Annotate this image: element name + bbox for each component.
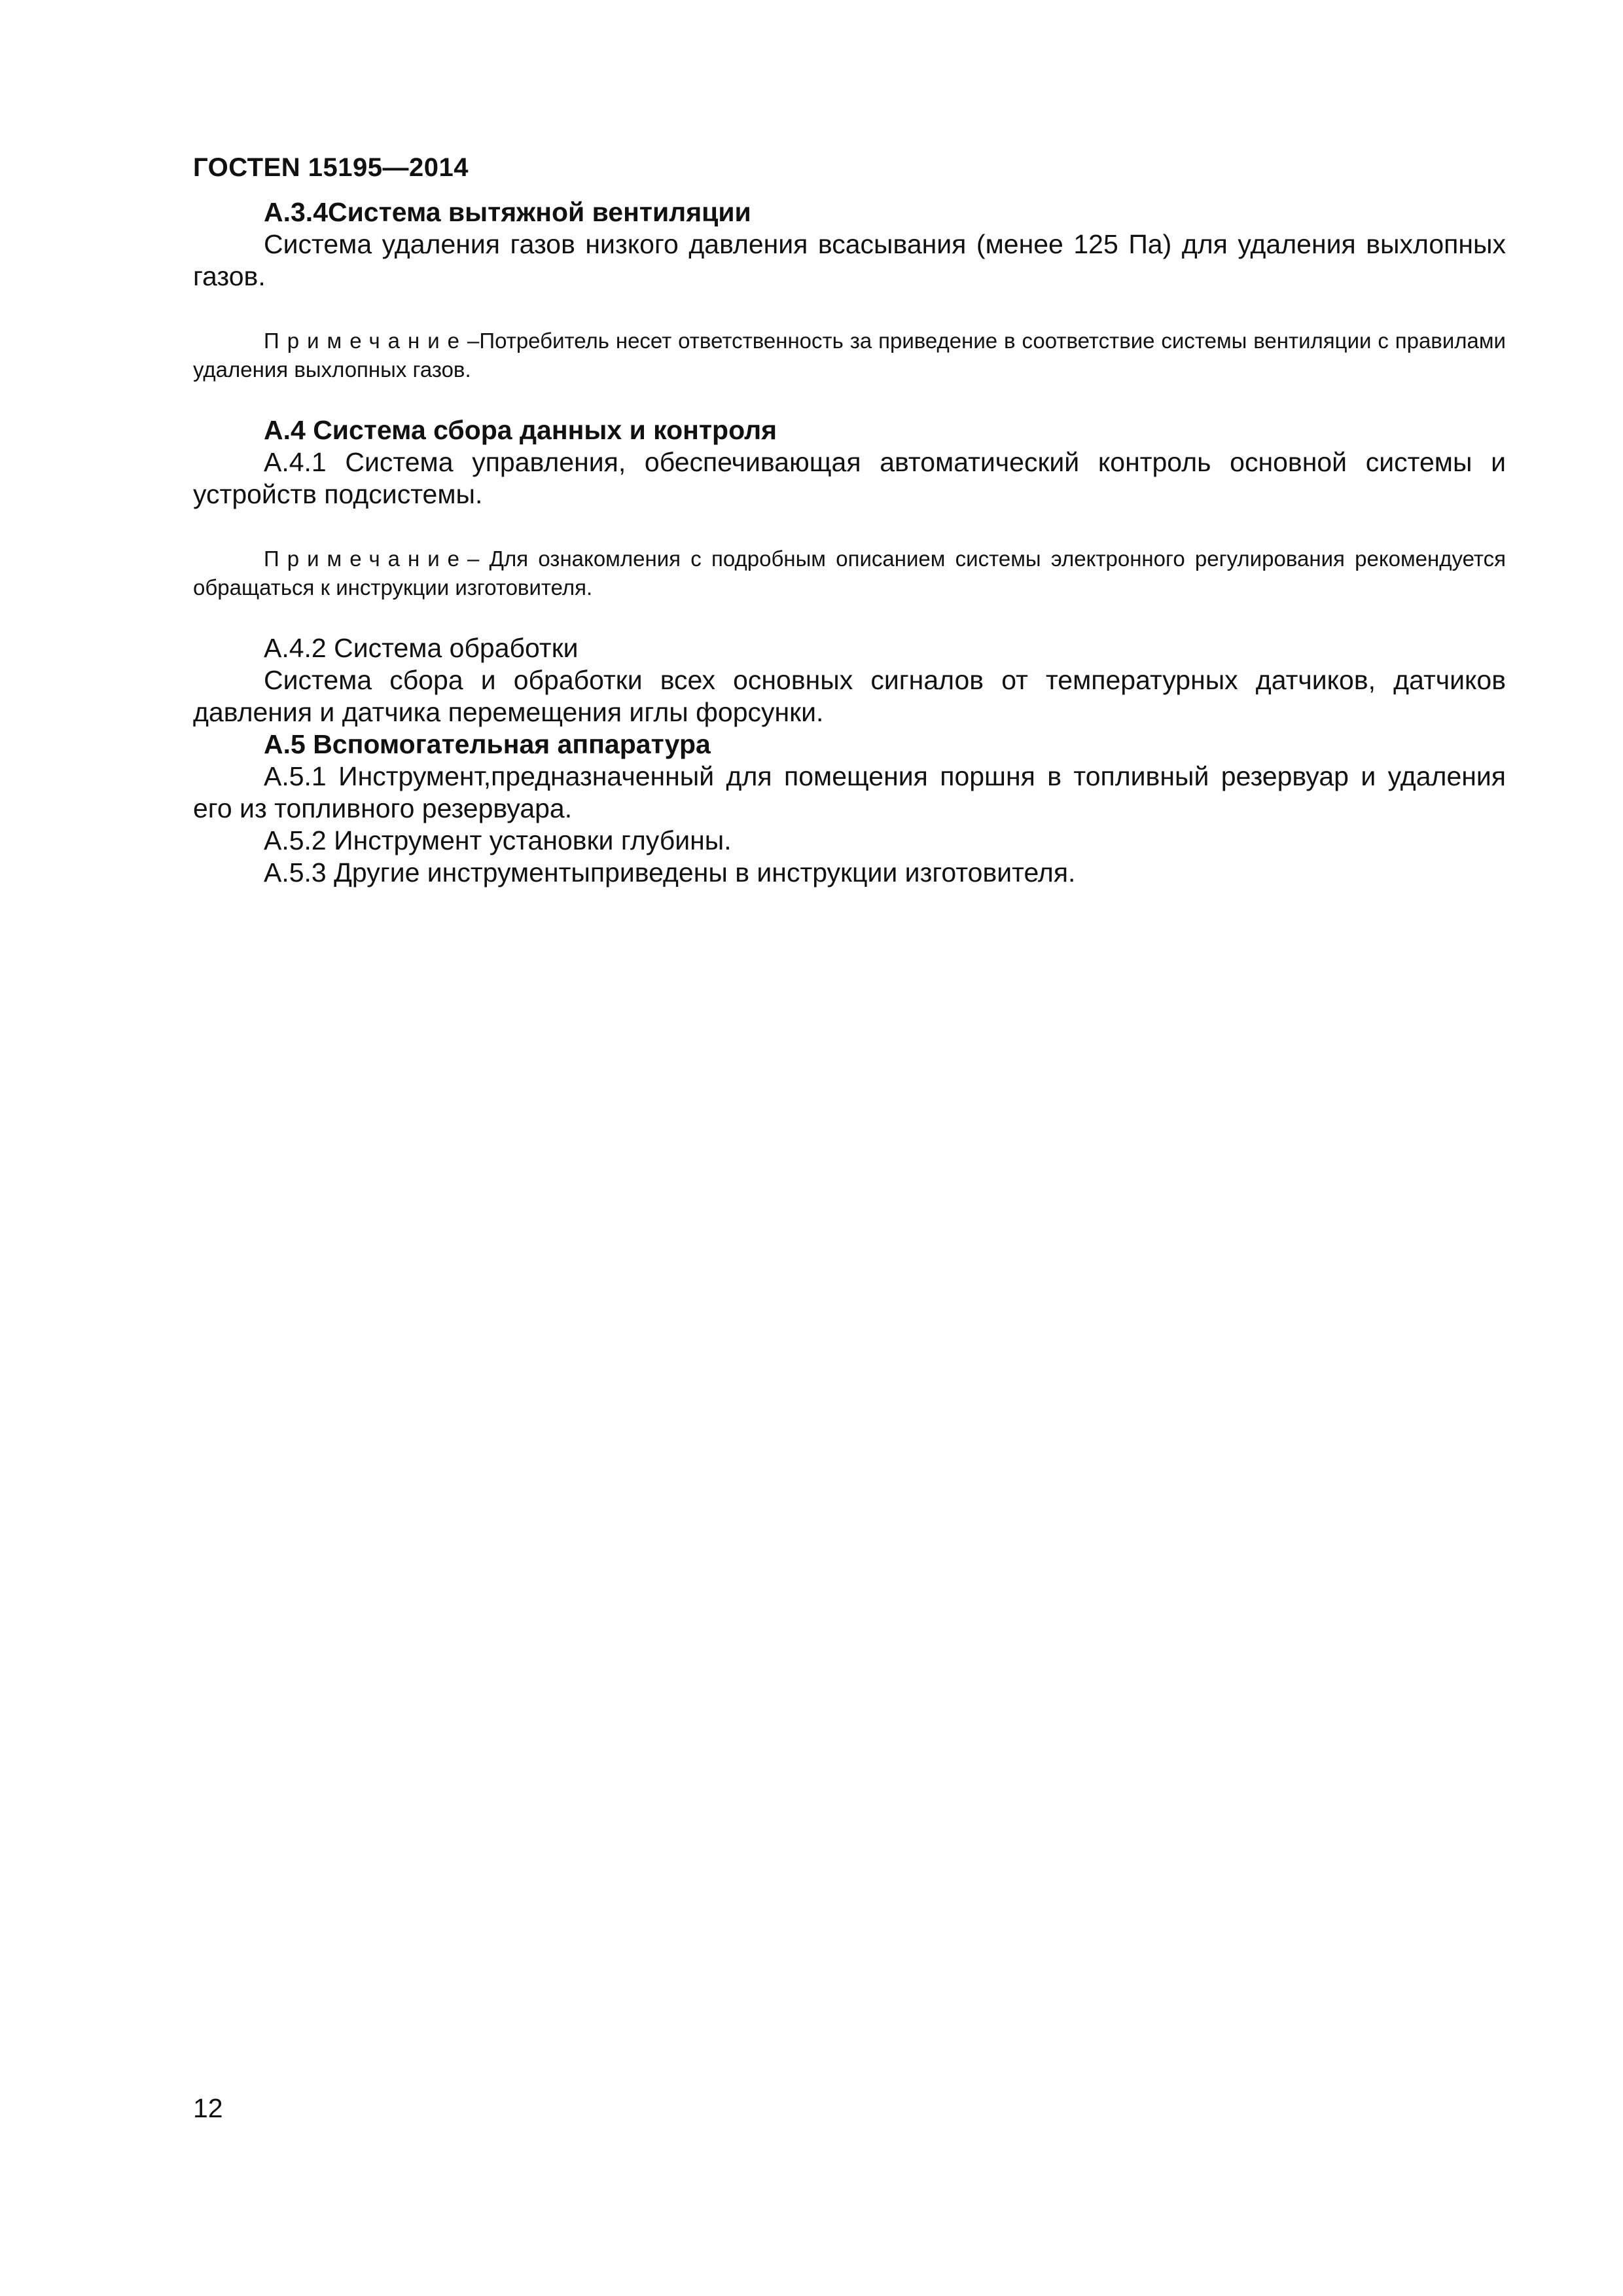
document-header-code: ГОСТEN 15195—2014 bbox=[193, 153, 469, 182]
note-1-label: Примечание bbox=[264, 329, 468, 353]
section-a41-text: А.4.1 Система управления, обеспечивающая автоматический контроль основной системы и устройств подсистемы. bbox=[193, 447, 1506, 509]
note-1-text: –Потребитель несет ответственность за приведение в соответствие системы вентиляции с правилами удаления выхлопных газов. bbox=[193, 329, 1506, 382]
note-2-label: Примечание bbox=[264, 547, 468, 571]
section-a51-text: А.5.1 Инструмент,предназначенный для помещения поршня в топливный резервуар и удаления его из топливного резервуара. bbox=[193, 761, 1506, 823]
section-a53-text: А.5.3 Другие инструментыприведены в инструкции изготовителя. bbox=[264, 857, 1076, 888]
document-body bbox=[193, 196, 1506, 889]
note-2-text: – Для ознакомления с подробным описанием системы электронного регулирования рекомендуется обращаться к инструкции изготовителя. bbox=[193, 547, 1506, 600]
section-a42-text: Система сбора и обработки всех основных сигналов от температурных датчиков, датчиков давления и датчика перемещения иглы форсунки. bbox=[193, 665, 1506, 727]
section-a52-text: А.5.2 Инструмент установки глубины. bbox=[264, 825, 732, 855]
section-a334-text: Система удаления газов низкого давления всасывания (менее 125 Па) для удаления выхлопных газов. bbox=[193, 229, 1506, 291]
section-a5-heading: А.5 Вспомогательная аппаратура bbox=[264, 729, 711, 759]
section-a42-title: А.4.2 Система обработки bbox=[264, 633, 579, 663]
page-number: 12 bbox=[193, 2093, 223, 2123]
note-2 bbox=[193, 545, 1506, 602]
note-1 bbox=[193, 327, 1506, 384]
section-a4-heading: А.4 Система сбора данных и контроля bbox=[264, 415, 777, 445]
section-a334-heading: А.3.4Система вытяжной вентиляции bbox=[264, 197, 751, 227]
